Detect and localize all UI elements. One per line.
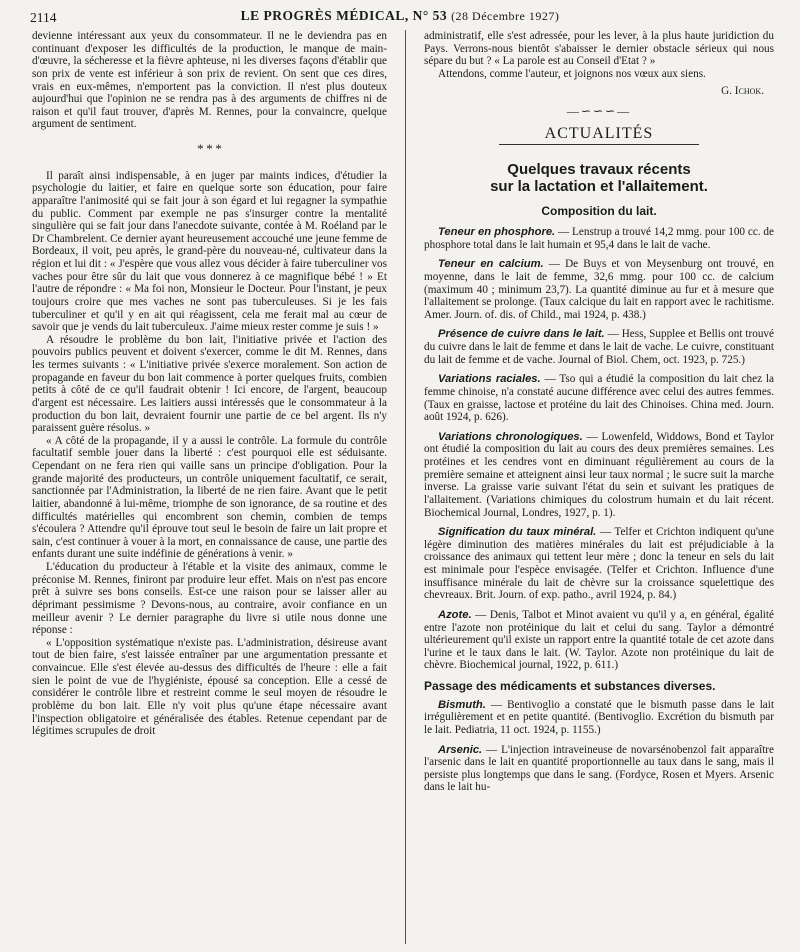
entry-text: — Tso qui a étudié la composition du lait chez la femme chinoise, n'a constaté aucune différence avec celui des autres femmes. (Taux en graisse, lactose et protéine du lait des Chinoises. China med. Journ. août 1924, p. 626). — [424, 373, 775, 424]
list-item — [424, 373, 774, 424]
journal-name: LE PROGRÈS MÉDICAL, — [240, 8, 409, 23]
list-item — [424, 609, 774, 672]
entry-keyword: Azote. — [438, 608, 472, 621]
article-title-line: sur la lactation et l'allaitement. — [490, 178, 708, 196]
entry-text: — L'injection intraveineuse de novarsénobenzol fait apparaître l'arsenic dans le lait en quantité proportionnelle au taux dans le sang, mais il persiste plus longtemps que dans le sang. (Fordyce, Rosen et Myers. Arsenic dans le lait hu- — [424, 743, 774, 794]
entry-paragraph — [424, 609, 774, 672]
entry-paragraph — [424, 744, 774, 795]
entry-keyword: Teneur en calcium. — [438, 258, 544, 271]
entry-paragraph — [424, 373, 774, 424]
entry-text: — Bentivoglio a constaté que le bismuth passe dans le lait irrégulièrement et en petite quantité. (Bentivoglio. Excrétion du bismuth par le lait. Pediatria, 11 oct. 1924, p. 1155.) — [424, 698, 774, 736]
issue-number: N° 53 — [412, 8, 448, 23]
section-asterisks: * * * — [197, 141, 222, 156]
entry-keyword: Présence de cuivre dans le lait. — [438, 328, 605, 341]
subsection-heading: Composition du lait. — [541, 204, 657, 219]
left-column — [32, 30, 387, 738]
running-header — [30, 6, 770, 30]
list-item — [424, 258, 774, 321]
entries-list — [424, 699, 774, 794]
entry-paragraph — [424, 431, 774, 519]
entry-paragraph — [424, 526, 774, 602]
paragraph: « L'opposition systématique n'existe pas. L'administration, désireuse avant tout de bien faire, s'est laissée entraîner par une argumentation pressante et convaincue. Elle s'est élevée au-dessus des difficultés de l'heure : elle a fait sien le point de vue de l'hygiéniste, épousé sa conception. Elle a cessé de considérer le contrôle libre et restreint comme le seul moyen de résoudre le problème du bon lait. Elle n'y voit plus qu'une étape nécessaire avant l'inspection obligatoire et généralisée des étables. Retenue cependant par de légitimes scrupules de droit — [32, 636, 387, 738]
ornament-divider: —∽∽∽— — [566, 104, 632, 119]
list-item — [424, 526, 774, 602]
entry-text: — Lenstrup a trouvé 14,2 mmg. pour 100 cc. de phosphore total dans le lait humain et 95,4 dans le lait de vache. — [424, 226, 774, 251]
paragraph: « A côté de la propagande, il y a aussi le contrôle. La formule du contrôle facultatif semble jouer dans la liberté : c'est pourquoi elle est séduisante. Cependant on ne fera rien qui vaille sans un principe d'obligation. Pour la grande majorité des producteurs, un contrôle uniquement facultatif, ce serait, sanctionnée par l'Administration, la liberté de ne rien faire. Avant que le petit laitier, abandonné à lui-même, triomphe de son ignorance, de sa routine et des difficultés matérielles qui encombrent son chemin, combien de temps s'écoulera ? Attendre qu'il éprouve tout seul le besoin de faire un lait propre et sain, c'est continuer à vouer à la mort, en connaissance de cause, une partie des enfants durant une suite indéfinie de générations à venir. » — [32, 434, 387, 561]
list-item — [424, 226, 774, 251]
entry-text: — Hess, Supplee et Bellis ont trouvé du cuivre dans le lait de femme et dans le lait de vache. Le cuivre, constituant du lait de femme et de vache. Journal of Biol. Chem, oct. 1923, p. 725.) — [424, 328, 774, 366]
article-title-line: Quelques travaux récents — [507, 161, 691, 179]
paragraph: Il paraît ainsi indispensable, à en juger par maints indices, d'étudier la psychologie du laitier, et faire en quelque sorte son éducation, pour faire apparaître l'animosité qui se fait jour à son égard et lui regagner la sympathie du public. Comment par exemple ne pas s'insurger contre la mentalité singulière qui se fait jour dans l'anecdote suivante, contée à M. Roéland par le Dr Chambrelent. Ce dernier ayant heureusement accouché une jeune femme de Bordeaux, il voit, peu après, le grand-père du nouveau-né, cultivateur dans la région et lui dit : « J'espère que vous allez vous décider à faire tuberculiner vos vaches pour être sûr du lait que vous donnerez à ce magnifique bébé ! » Et l'autre de répondre : « Ma foi non, Monsieur le Docteur. Pour l'instant, je peux toujours croire que mes vaches ne sont pas tuberculeuses. Si je les fais tuberculiner et qu'il y en ait qui réagissent, cela me ferait mal au cœur de savoir que je vends du lait tuberculeux. J'aime mieux rester comme je suis ! » — [32, 169, 387, 334]
author-signature: G. Ichok. — [721, 84, 764, 97]
entry-keyword: Arsenic. — [438, 743, 483, 756]
right-column — [424, 30, 774, 801]
column-rule — [405, 30, 406, 944]
paragraph: L'éducation du producteur à l'étable et la visite des animaux, comme le préconise M. Rennes, finiront par produire leur effet. Mais on n'est pas encore prêt à suivre ses bons conseils. Est-ce une raison pour se laisser aller au déprimant pessimisme ? Devons-nous, au contraire, avoir confiance en un meilleur avenir ? Le dernier paragraphe du livre si utile nous donne une réponse : — [32, 561, 387, 637]
section-underline — [499, 144, 699, 145]
list-item — [424, 328, 774, 366]
entry-keyword: Variations raciales. — [438, 373, 541, 386]
entry-keyword: Variations chronologiques. — [438, 430, 583, 443]
entry-keyword: Signification du taux minéral. — [438, 526, 597, 539]
issue-date: (28 Décembre 1927) — [451, 9, 560, 23]
entry-keyword: Teneur en phosphore. — [438, 226, 556, 238]
entry-paragraph — [424, 226, 774, 251]
paragraph: devienne intéressant aux yeux du consommateur. Il ne le deviendra pas en continuant d'exposer les difficultés de la production, le manque de main-d'œuvre, la sécheresse et la fièvre aphteuse, ni les diverses façons d'établir que son prix de vente est inférieur à son prix de revient. On sent que ces dires, vrais en eux-mêmes, n'emportent pas la conviction. Il n'est plus douteux aujourd'hui que l'opinion ne se rendra pas à des arguments de chiffres ni de raison et qu'il faut trouver, d'après M. Rennes, pour la convaincre, quelque argument de sentiment. — [32, 30, 387, 131]
entry-paragraph — [424, 258, 774, 321]
entry-text: — Telfer et Crichton indiquent qu'une légère diminution des matières minérales du lait est préjudiciable à la croissance des animaux qui tettent leur mère ; donc la teneur en sels du lait est minimale pour l'espèce envisagée. (Telfer et Crichton. Influence d'une insuffisance minérale du lait de chèvre sur la croissance squelettique des chevreaux. Brit. Journ. of exp. patho., avril 1924, p. 84.) — [424, 526, 774, 602]
section-heading: ACTUALITÉS — [544, 124, 654, 142]
list-item — [424, 431, 774, 519]
subsection-heading: Passage des médicaments et substances diverses. — [424, 679, 716, 693]
entry-text: — Denis, Talbot et Minot avaient vu qu'il y a, en général, égalité entre l'azote non protéinique du lait et celui du sang. Taylor a démontré ultérieurement qu'il existe un rapport entre la quantité totale de cet azote dans l'urine et le taux dans le lait. (W. Taylor. Azote non protéinique du lait de chèvre. Biochemical journal, 1922, p. 611.) — [424, 608, 774, 672]
paragraph: Attendons, comme l'auteur, et joignons nos vœux aux siens. — [438, 67, 706, 80]
entry-paragraph — [424, 328, 774, 366]
article-title — [424, 161, 774, 195]
list-item — [424, 744, 774, 795]
paragraph: A résoudre le problème du bon lait, l'initiative privée et l'action des pouvoirs publics peuvent et doivent s'exercer, comme le dit M. Rennes, dans les termes suivants : « L'initiative privée s'exerce moralement. Son action de propagande en faveur du bon lait commence à porter quelques fruits, combien petits à côté de ce qu'il faudrait obtenir ! Ici encore, de l'argent, beaucoup d'argent est nécessaire. Les laitiers aussi intéressés que le consommateur à la production du bon lait, devraient fournir une partie de ce bel argent. Ils n'y paraissent guère résolus. » — [32, 333, 387, 435]
entry-text: — De Buys et von Meysenburg ont trouvé, en moyenne, dans le lait de femme, 32,6 mmg. pour 100 cc. de calcium (maximum 40 ; minimum 23,7). La quantité diminue au fur et à mesure que l'allaitement se prolonge. (Taux calcique du lait en rapport avec le rachitisme. Amer. Journ. of. dis. of Child., mai 1924, p. 438.) — [424, 258, 774, 321]
entry-paragraph — [424, 699, 774, 737]
page-number: 2114 — [30, 10, 57, 25]
entry-keyword: Bismuth. — [438, 698, 486, 711]
journal-title — [30, 8, 770, 24]
paragraph: administratif, elle s'est adressée, pour les lever, à la plus haute juridiction du Pays. Verrons-nous bientôt s'abaisser le dernier obstacle sérieux qui nous sépare du but ? « La parole est au Conseil d'Etat ? » — [424, 30, 774, 68]
list-item — [424, 699, 774, 737]
entries-list — [424, 226, 774, 672]
entry-text: — Lowenfeld, Widdows, Bond et Taylor ont étudié la composition du lait au cours des deux premières semaines. Les protéines et les cendres vont en diminuant régulièrement au cours de la première semaine et atteignent ainsi leur taux normal ; le sucre suit la marche inverse. La graisse varie suivant l'état du sein et suivant les pratiques de l'allaitement. (Variations chimiques du colostrum humain et du lait récent. Biochemical Journal, Londres, 1927, p. 1). — [424, 430, 774, 519]
